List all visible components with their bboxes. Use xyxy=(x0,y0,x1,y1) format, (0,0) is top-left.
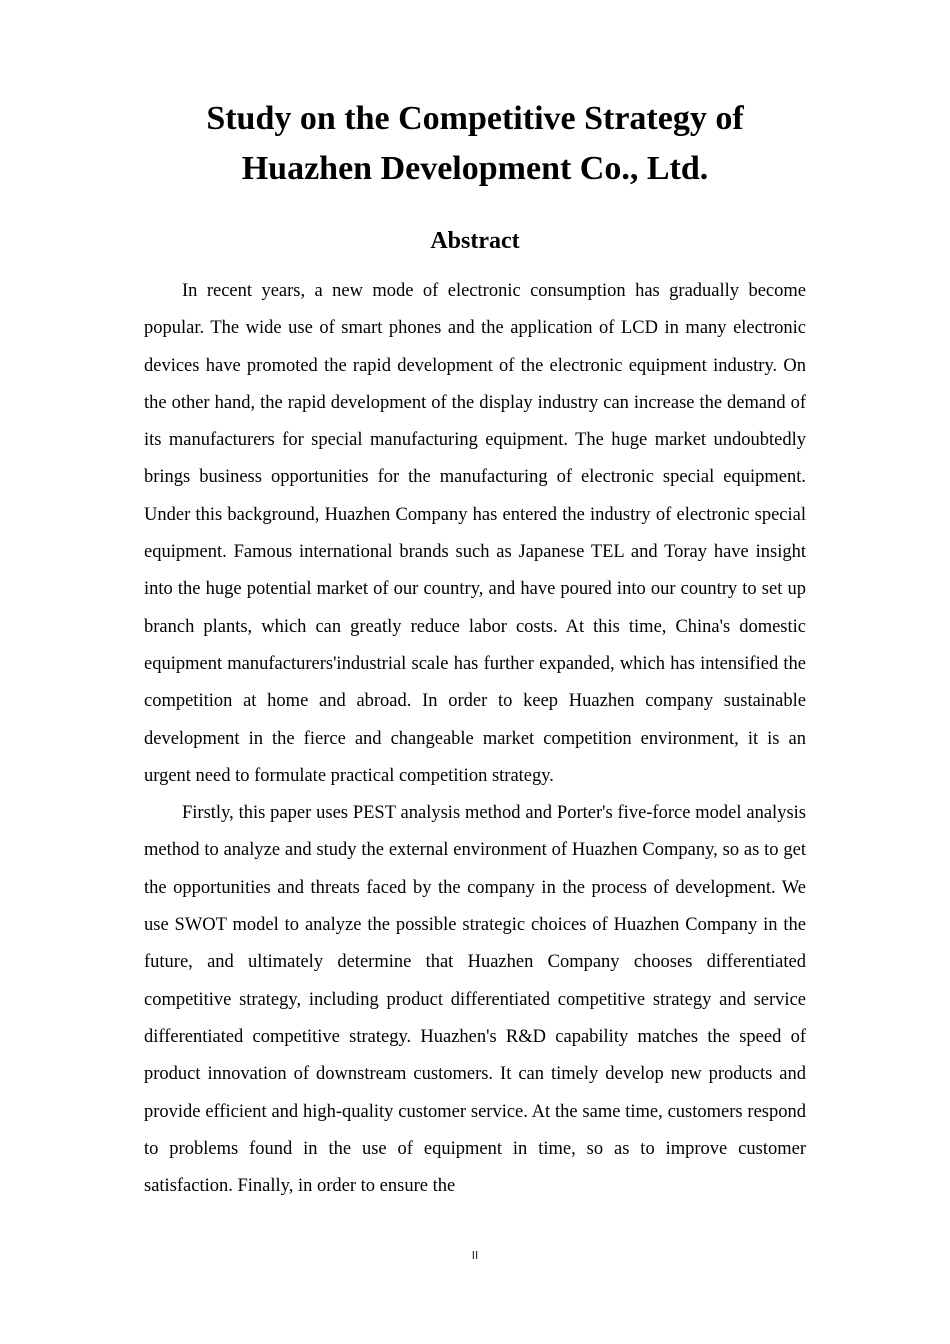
abstract-body xyxy=(144,273,806,1205)
page-number: II xyxy=(471,1249,479,1262)
abstract-paragraph-2: Firstly, this paper uses PEST analysis method and Porter's five-force model analysis method to analyze and study the external environment of Huazhen Company, so as to get the opportunities and threats faced by the company in the process of development. We use SWOT model to analyze the possible strategic choices of Huazhen Company in the future, and ultimately determine that Huazhen Company chooses differentiated competitive strategy, including product differentiated competitive strategy and service differentiated competitive strategy. Huazhen's R&D capability matches the speed of product innovation of downstream customers. It can timely develop new products and provide efficient and high-quality customer service. At the same time, customers respond to problems found in the use of equipment in time, so as to improve customer satisfaction. Finally, in order to ensure the xyxy=(144,803,806,1197)
abstract-heading: Abstract xyxy=(430,228,520,254)
title-line-1: Study on the Competitive Strategy of xyxy=(206,100,744,137)
document-title xyxy=(144,94,806,194)
title-line-2: Huazhen Development Co., Ltd. xyxy=(241,150,709,187)
abstract-paragraph-1: In recent years, a new mode of electronic consumption has gradually become popular. The wide use of smart phones and the application of LCD in many electronic devices have promoted the rapid development of the electronic equipment industry. On the other hand, the rapid development of the display industry can increase the demand of its manufacturers for special manufacturing equipment. The huge market undoubtedly brings business opportunities for the manufacturing of electronic special equipment. Under this background, Huazhen Company has entered the industry of electronic special equipment. Famous international brands such as Japanese TEL and Toray have insight into the huge potential market of our country, and have poured into our country to set up branch plants, which can greatly reduce labor costs. At this time, China's domestic equipment manufacturers'industrial scale has further expanded, which has intensified the competition at home and abroad. In order to keep Huazhen company sustainable development in the fierce and changeable market competition environment, it is an urgent need to formulate practical competition strategy. xyxy=(144,281,806,786)
